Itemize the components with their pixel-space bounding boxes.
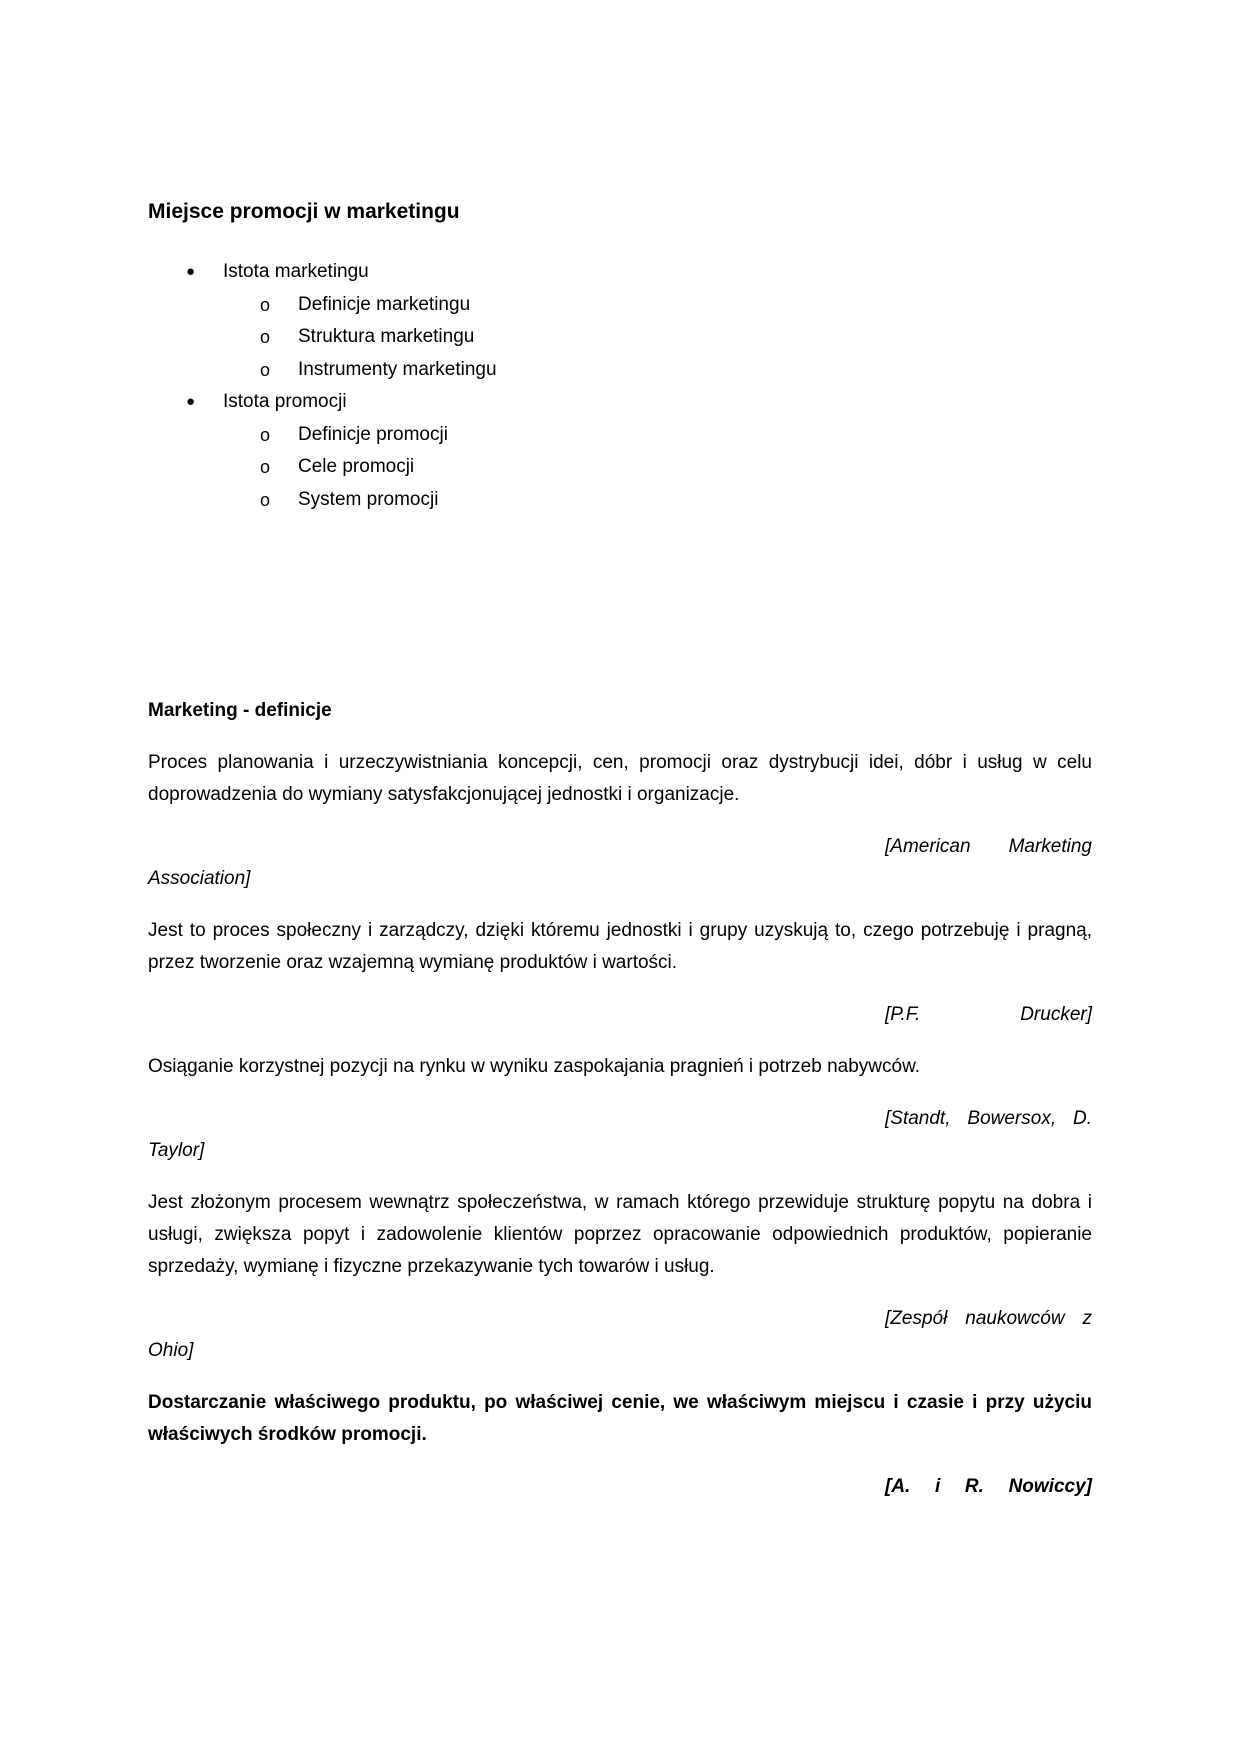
circle-bullet-icon: o — [260, 457, 271, 477]
outline-subitem — [148, 451, 748, 484]
citation-line: Ohio] — [148, 1340, 194, 1361]
outline-subitem-label: System promocji — [298, 488, 439, 510]
topic-outline — [148, 256, 748, 516]
definition-citation — [148, 1103, 1092, 1167]
outline-subitem — [148, 321, 748, 354]
circle-bullet-icon: o — [260, 424, 271, 445]
citation-line: [Standt, Bowersox, D. — [885, 1108, 1092, 1129]
definition-citation — [148, 999, 1092, 1031]
outline-item-label: Istota marketingu — [223, 261, 369, 282]
citation-line: Association] — [148, 868, 251, 889]
definition-citation — [148, 831, 1092, 895]
outline-item — [148, 256, 748, 289]
circle-bullet-icon: o — [260, 489, 271, 510]
page-title: Miejsce promocji w marketingu — [148, 200, 460, 223]
citation-line: [American Marketing — [885, 836, 1092, 857]
outline-subitem-label: Definicje marketingu — [298, 293, 471, 315]
outline-subitem — [148, 419, 748, 452]
section-heading: Marketing - definicje — [148, 700, 332, 721]
definition-text: Proces planowania i urzeczywistniania koncepcji, cen, promocji oraz dystrybucji idei, dóbr i usług w celu doprowadzenia do wymiany satysfakcjonującej jednostki i organizacje. — [148, 752, 1092, 805]
definition-citation — [148, 1303, 1092, 1367]
outline-subitem-label: Instrumenty marketingu — [298, 358, 497, 380]
definition-text: Jest to proces społeczny i zarządczy, dzięki któremu jednostki i grupy uzyskują to, czego potrzebuję i pragną, przez tworzenie oraz wzajemną wymianę produktów i wartości. — [148, 920, 1092, 973]
outline-item — [148, 386, 748, 419]
outline-subitem-label: Cele promocji — [298, 456, 415, 477]
outline-subitem — [148, 484, 748, 517]
definition-text: Dostarczanie właściwego produktu, po właściwej cenie, we właściwym miejscu i czasie i przy użyciu właściwych środków promocji. — [148, 1392, 1092, 1445]
definitions-section — [148, 695, 1092, 1523]
circle-bullet-icon: o — [260, 359, 271, 380]
bullet-icon: ● — [186, 263, 196, 280]
circle-bullet-icon: o — [260, 294, 271, 315]
citation-line: Taylor] — [148, 1140, 205, 1161]
outline-subitem — [148, 354, 748, 387]
circle-bullet-icon: o — [260, 327, 271, 347]
outline-subitem-label: Struktura marketingu — [298, 326, 475, 347]
outline-subitem — [148, 289, 748, 322]
definition-text: Jest złożonym procesem wewnątrz społeczeństwa, w ramach którego przewiduje strukturę popytu na dobra i usługi, zwiększa popyt i zadowolenie klientów poprzez opracowanie odpowiednich produktów, popieranie sprzedaży, wymianę i fizyczne przekazywanie tych towarów i usług. — [148, 1192, 1092, 1277]
outline-item-label: Istota promocji — [223, 391, 347, 412]
citation-line: [A. i R. Nowiccy] — [885, 1476, 1092, 1497]
citation-line: [P.F. Drucker] — [885, 1004, 1092, 1025]
outline-subitem-label: Definicje promocji — [298, 423, 448, 445]
definition-text: Osiąganie korzystnej pozycji na rynku w wyniku zaspokajania pragnień i potrzeb nabywców. — [148, 1056, 921, 1077]
citation-line: [Zespół naukowców z — [885, 1308, 1092, 1329]
definition-citation — [148, 1471, 1092, 1503]
bullet-icon: ● — [186, 393, 196, 410]
